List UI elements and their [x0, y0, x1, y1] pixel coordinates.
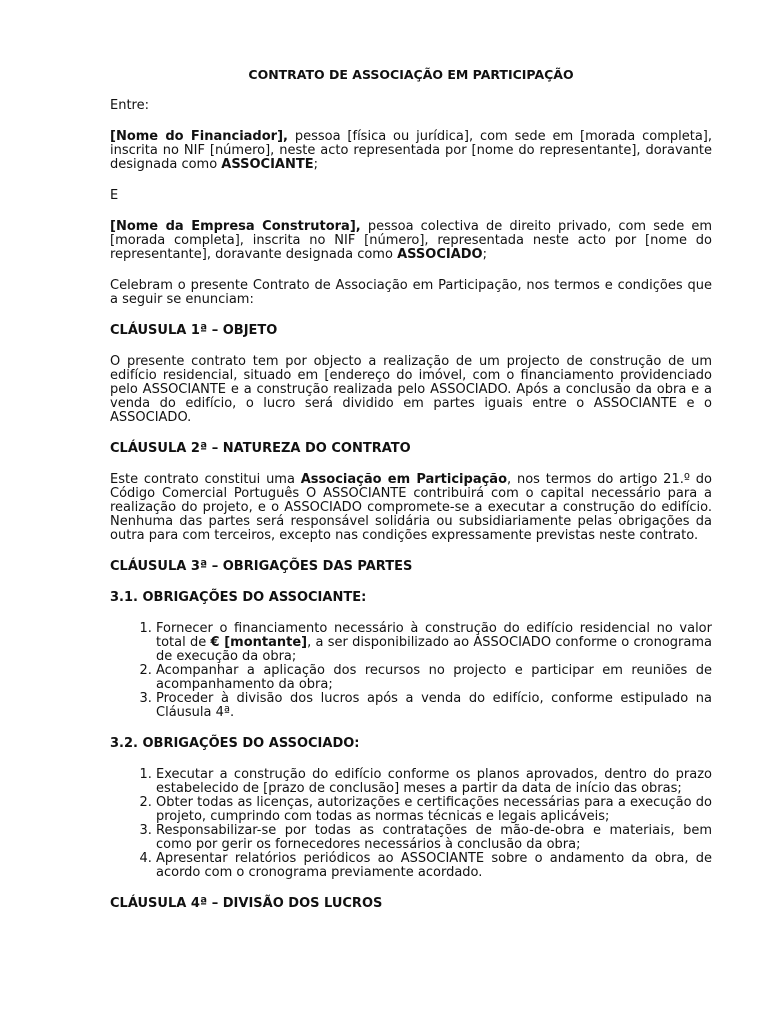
clause2-text-b: , nos termos do artigo 21.º do Código Comercial Português O ASSOCIANTE contribuirá com o capital necessário para a realização do projeto, e o ASSOCIADO compromete-se a executar a construção do edifício. Nenhuma das partes será responsável solidária ou subsidiariamente pelas obrigações da outra para com terceiros, excepto nas condições expressamente previstas neste contrato.	[110, 472, 712, 543]
party-financiador-name: [Nome do Financiador],	[110, 129, 288, 144]
item-text: Fornecer o financiamento necessário à construção do edifício residencial no valor total de	[156, 621, 712, 650]
party-financiador-text: pessoa [física ou jurídica], com sede em [morada completa], inscrita no NIF [número], neste acto representada por [nome do representante], doravante designada como	[110, 129, 712, 172]
clause4-heading: CLÁUSULA 4ª – DIVISÃO DOS LUCROS	[110, 896, 383, 911]
clause2-text	[110, 473, 712, 543]
list-item: 2. Acompanhar a aplicação dos recursos no projecto e participar em reuniões de acompanhamento da obra;	[156, 664, 712, 692]
clause2-text-a: Este contrato constitui uma	[110, 472, 301, 487]
clause2-heading: CLÁUSULA 2ª – NATUREZA DO CONTRATO	[110, 441, 411, 456]
clause1-heading: CLÁUSULA 1ª – OBJETO	[110, 323, 278, 338]
item-bold: € [montante]	[210, 635, 308, 650]
list-item: 3. Proceder à divisão dos lucros após a venda do edifício, conforme estipulado na Cláusula 4ª.	[156, 692, 712, 720]
list-item: 4. Apresentar relatórios periódicos ao ASSOCIANTE sobre o andamento da obra, de acordo com o cronograma previamente acordado.	[156, 852, 712, 880]
party-construtora-role: ASSOCIADO	[397, 247, 483, 262]
party-construtora	[110, 220, 712, 262]
clause2-bold: Associação em Participação	[300, 472, 508, 487]
entre-line: Entre:	[110, 98, 149, 113]
e-line: E	[110, 188, 119, 203]
clause1-text: O presente contrato tem por objecto a realização de um projecto de construção de um edifício residencial, situado em [endereço do imóvel, com o financiamento providenciado pelo ASSOCIANTE e a construção realizada pelo ASSOCIADO. Após a conclusão da obra e a venda do edifício, o lucro será dividido em partes iguais entre o ASSOCIANTE e o ASSOCIADO.	[110, 354, 712, 425]
item-text: , a ser disponibilizado ao ASSOCIADO conforme o cronograma de execução da obra;	[156, 635, 712, 664]
list-item: 3. Responsabilizar-se por todas as contratações de mão-de-obra e materiais, bem como por gerir os fornecedores necessários à conclusão da obra;	[156, 824, 712, 852]
list-item: 1. Executar a construção do edifício conforme os planos aprovados, dentro do prazo estabelecido de [prazo de conclusão] meses a partir da data de início das obras;	[156, 768, 712, 796]
associado-obligations-list	[110, 768, 712, 880]
party-financiador	[110, 130, 712, 172]
clause3-sub1-heading: 3.1. OBRIGAÇÕES DO ASSOCIANTE:	[110, 590, 367, 605]
clause3-heading: CLÁUSULA 3ª – OBRIGAÇÕES DAS PARTES	[110, 559, 413, 574]
document-title: CONTRATO DE ASSOCIAÇÃO EM PARTICIPAÇÃO	[248, 67, 574, 82]
list-item: 2. Obter todas as licenças, autorizações e certificações necessárias para a execução do projeto, cumprindo com todas as normas técnicas e legais aplicáveis;	[156, 796, 712, 824]
associante-obligations-list	[110, 622, 712, 720]
party-financiador-role: ASSOCIANTE	[221, 157, 314, 172]
intro-paragraph: Celebram o presente Contrato de Associação em Participação, nos termos e condições que a seguir se enunciam:	[110, 278, 712, 307]
party-construtora-text: pessoa colectiva de direito privado, com sede em [morada completa], inscrita no NIF [número], representada neste acto por [nome do representante], doravante designada como	[110, 219, 712, 262]
party-construtora-name: [Nome da Empresa Construtora],	[110, 219, 361, 234]
clause3-sub2-heading: 3.2. OBRIGAÇÕES DO ASSOCIADO:	[110, 736, 360, 751]
party-construtora-end: ;	[482, 247, 487, 262]
party-financiador-end: ;	[313, 157, 319, 172]
list-item	[156, 622, 712, 664]
